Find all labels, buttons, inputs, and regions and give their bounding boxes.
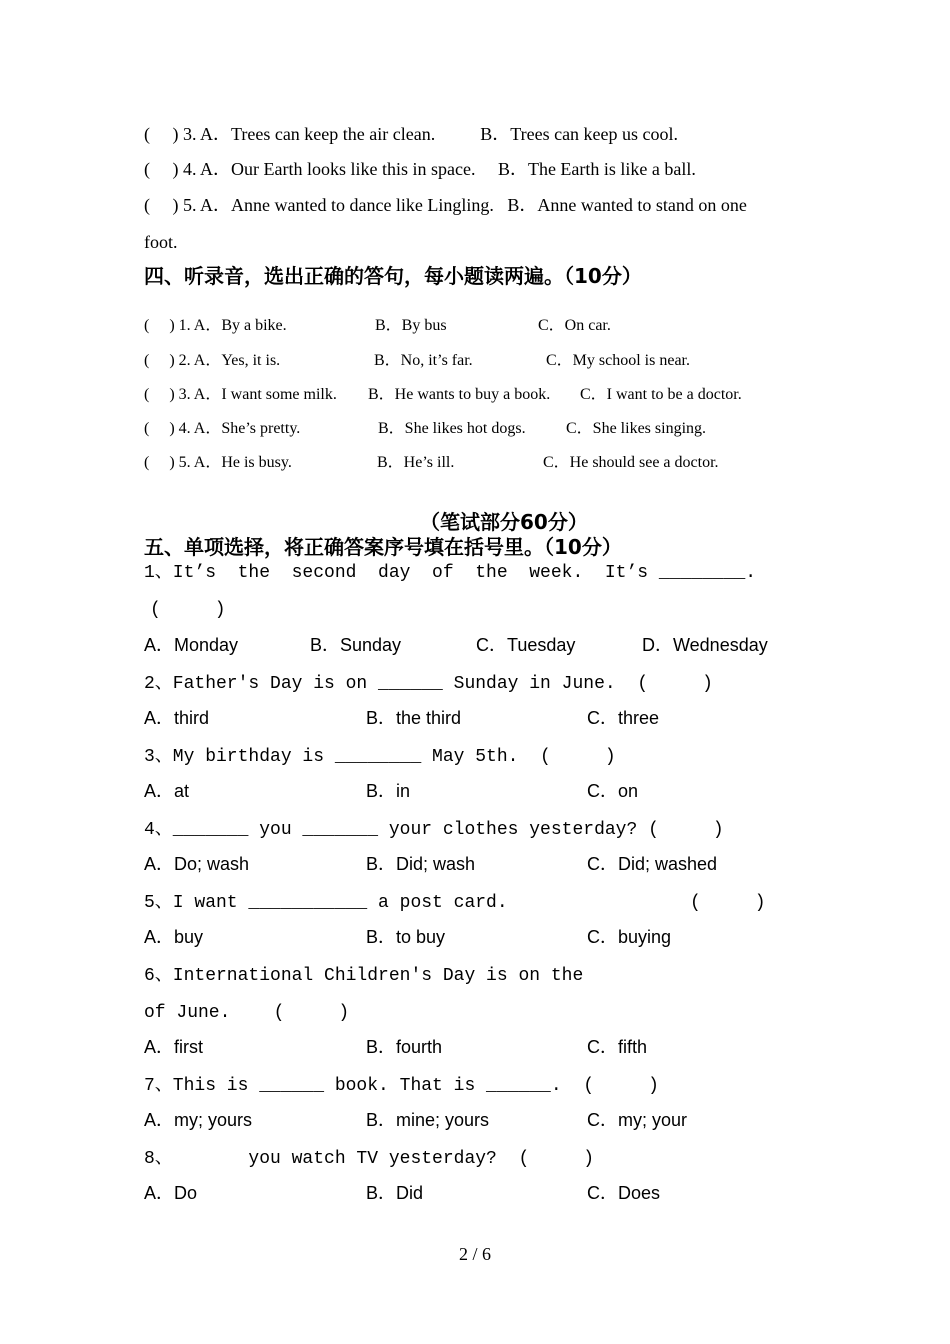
- question-7: 7、This is ______ book. That is ______. ( ): [144, 1076, 659, 1096]
- question-2-option-b: B．the third: [366, 708, 462, 728]
- section4-item-5-c: C．He should see a doctor.: [543, 454, 719, 471]
- question-7-option-b: B．mine; yours: [366, 1110, 490, 1130]
- question-8-option-b: B．Did: [366, 1183, 424, 1203]
- section4-item-3-a: ( ) 3. A．I want some milk.: [144, 386, 337, 403]
- question-4-option-a: A．Do; wash: [144, 854, 250, 874]
- section4-item-2-a: ( ) 2. A．Yes, it is.: [144, 352, 281, 369]
- question-1-paren: ( ): [150, 600, 226, 620]
- question-7-option-a: A．my; yours: [144, 1110, 253, 1130]
- question-3-option-a: A．at: [144, 781, 190, 801]
- section4-item-5-a: ( ) 5. A．He is busy.: [144, 454, 292, 471]
- question-5-option-b: B．to buy: [366, 927, 446, 947]
- question-1-option-d: D．Wednesday: [642, 635, 768, 655]
- part3-item-5-wrap: foot.: [144, 232, 178, 252]
- question-1-option-c: C．Tuesday: [476, 635, 576, 655]
- written-part-title: （笔试部分60分）: [420, 510, 588, 534]
- section4-item-4-a: ( ) 4. A．She’s pretty.: [144, 420, 301, 437]
- part3-item-3: ( ) 3. A．Trees can keep the air clean. B．Trees can keep us cool.: [144, 124, 679, 144]
- section4-title: 四、听录音，选出正确的答句，每小题读两遍。（10分）: [144, 264, 642, 288]
- section4-item-4-c: C．She likes singing.: [566, 420, 707, 437]
- question-7-option-c: C．my; your: [587, 1110, 688, 1130]
- section4-item-3-b: B．He wants to buy a book.: [368, 386, 551, 403]
- question-3: 3、My birthday is ________ May 5th. ( ): [144, 747, 616, 767]
- question-4: 4、_______ you _______ your clothes yesterday? ( ): [144, 820, 724, 840]
- section4-item-2-c: C．My school is near.: [546, 352, 690, 369]
- section4-item-2-b: B．No, it’s far.: [374, 352, 473, 369]
- question-2: 2、Father's Day is on ______ Sunday in June. ( ): [144, 674, 713, 694]
- question-6-option-a: A．first: [144, 1037, 204, 1057]
- part3-item-4: ( ) 4. A．Our Earth looks like this in space. B．The Earth is like a ball.: [144, 159, 696, 179]
- section4-item-1-a: ( ) 1. A．By a bike.: [144, 317, 287, 334]
- question-1: 1、It’s the second day of the week. It’s ________.: [144, 563, 757, 583]
- question-2-option-c: C．three: [587, 708, 660, 728]
- section4-item-3-c: C．I want to be a doctor.: [580, 386, 742, 403]
- section4-item-1-c: C．On car.: [538, 317, 611, 334]
- page-number: 2 / 6: [458, 1244, 491, 1264]
- question-5-paren: ( ): [690, 893, 766, 913]
- section4-item-5-b: B．He’s ill.: [377, 454, 455, 471]
- part3-item-5: ( ) 5. A．Anne wanted to dance like Lingling. B．Anne wanted to stand on one: [144, 195, 747, 215]
- question-3-option-c: C．on: [587, 781, 639, 801]
- question-6-option-b: B．fourth: [366, 1037, 443, 1057]
- question-3-option-b: B．in: [366, 781, 411, 801]
- question-5-option-c: C．buying: [587, 927, 672, 947]
- question-1-option-b: B．Sunday: [310, 635, 402, 655]
- question-2-option-a: A．third: [144, 708, 210, 728]
- section4-item-1-b: B．By bus: [375, 317, 447, 334]
- question-4-option-b: B．Did; wash: [366, 854, 476, 874]
- question-8-option-c: C．Does: [587, 1183, 661, 1203]
- question-6-option-c: C．fifth: [587, 1037, 648, 1057]
- question-6-wrap: of June. ( ): [144, 1003, 350, 1023]
- question-4-option-c: C．Did; washed: [587, 854, 718, 874]
- section4-item-4-b: B．She likes hot dogs.: [378, 420, 526, 437]
- question-5-option-a: A．buy: [144, 927, 204, 947]
- question-1-option-a: A．Monday: [144, 635, 239, 655]
- section5-title: 五、单项选择，将正确答案序号填在括号里。（10分）: [144, 535, 622, 559]
- question-6: 6、International Children's Day is on the: [144, 966, 584, 986]
- question-8: 8、 you watch TV yesterday? ( ): [144, 1149, 595, 1169]
- question-5: 5、I want ___________ a post card.: [144, 893, 508, 913]
- question-8-option-a: A．Do: [144, 1183, 198, 1203]
